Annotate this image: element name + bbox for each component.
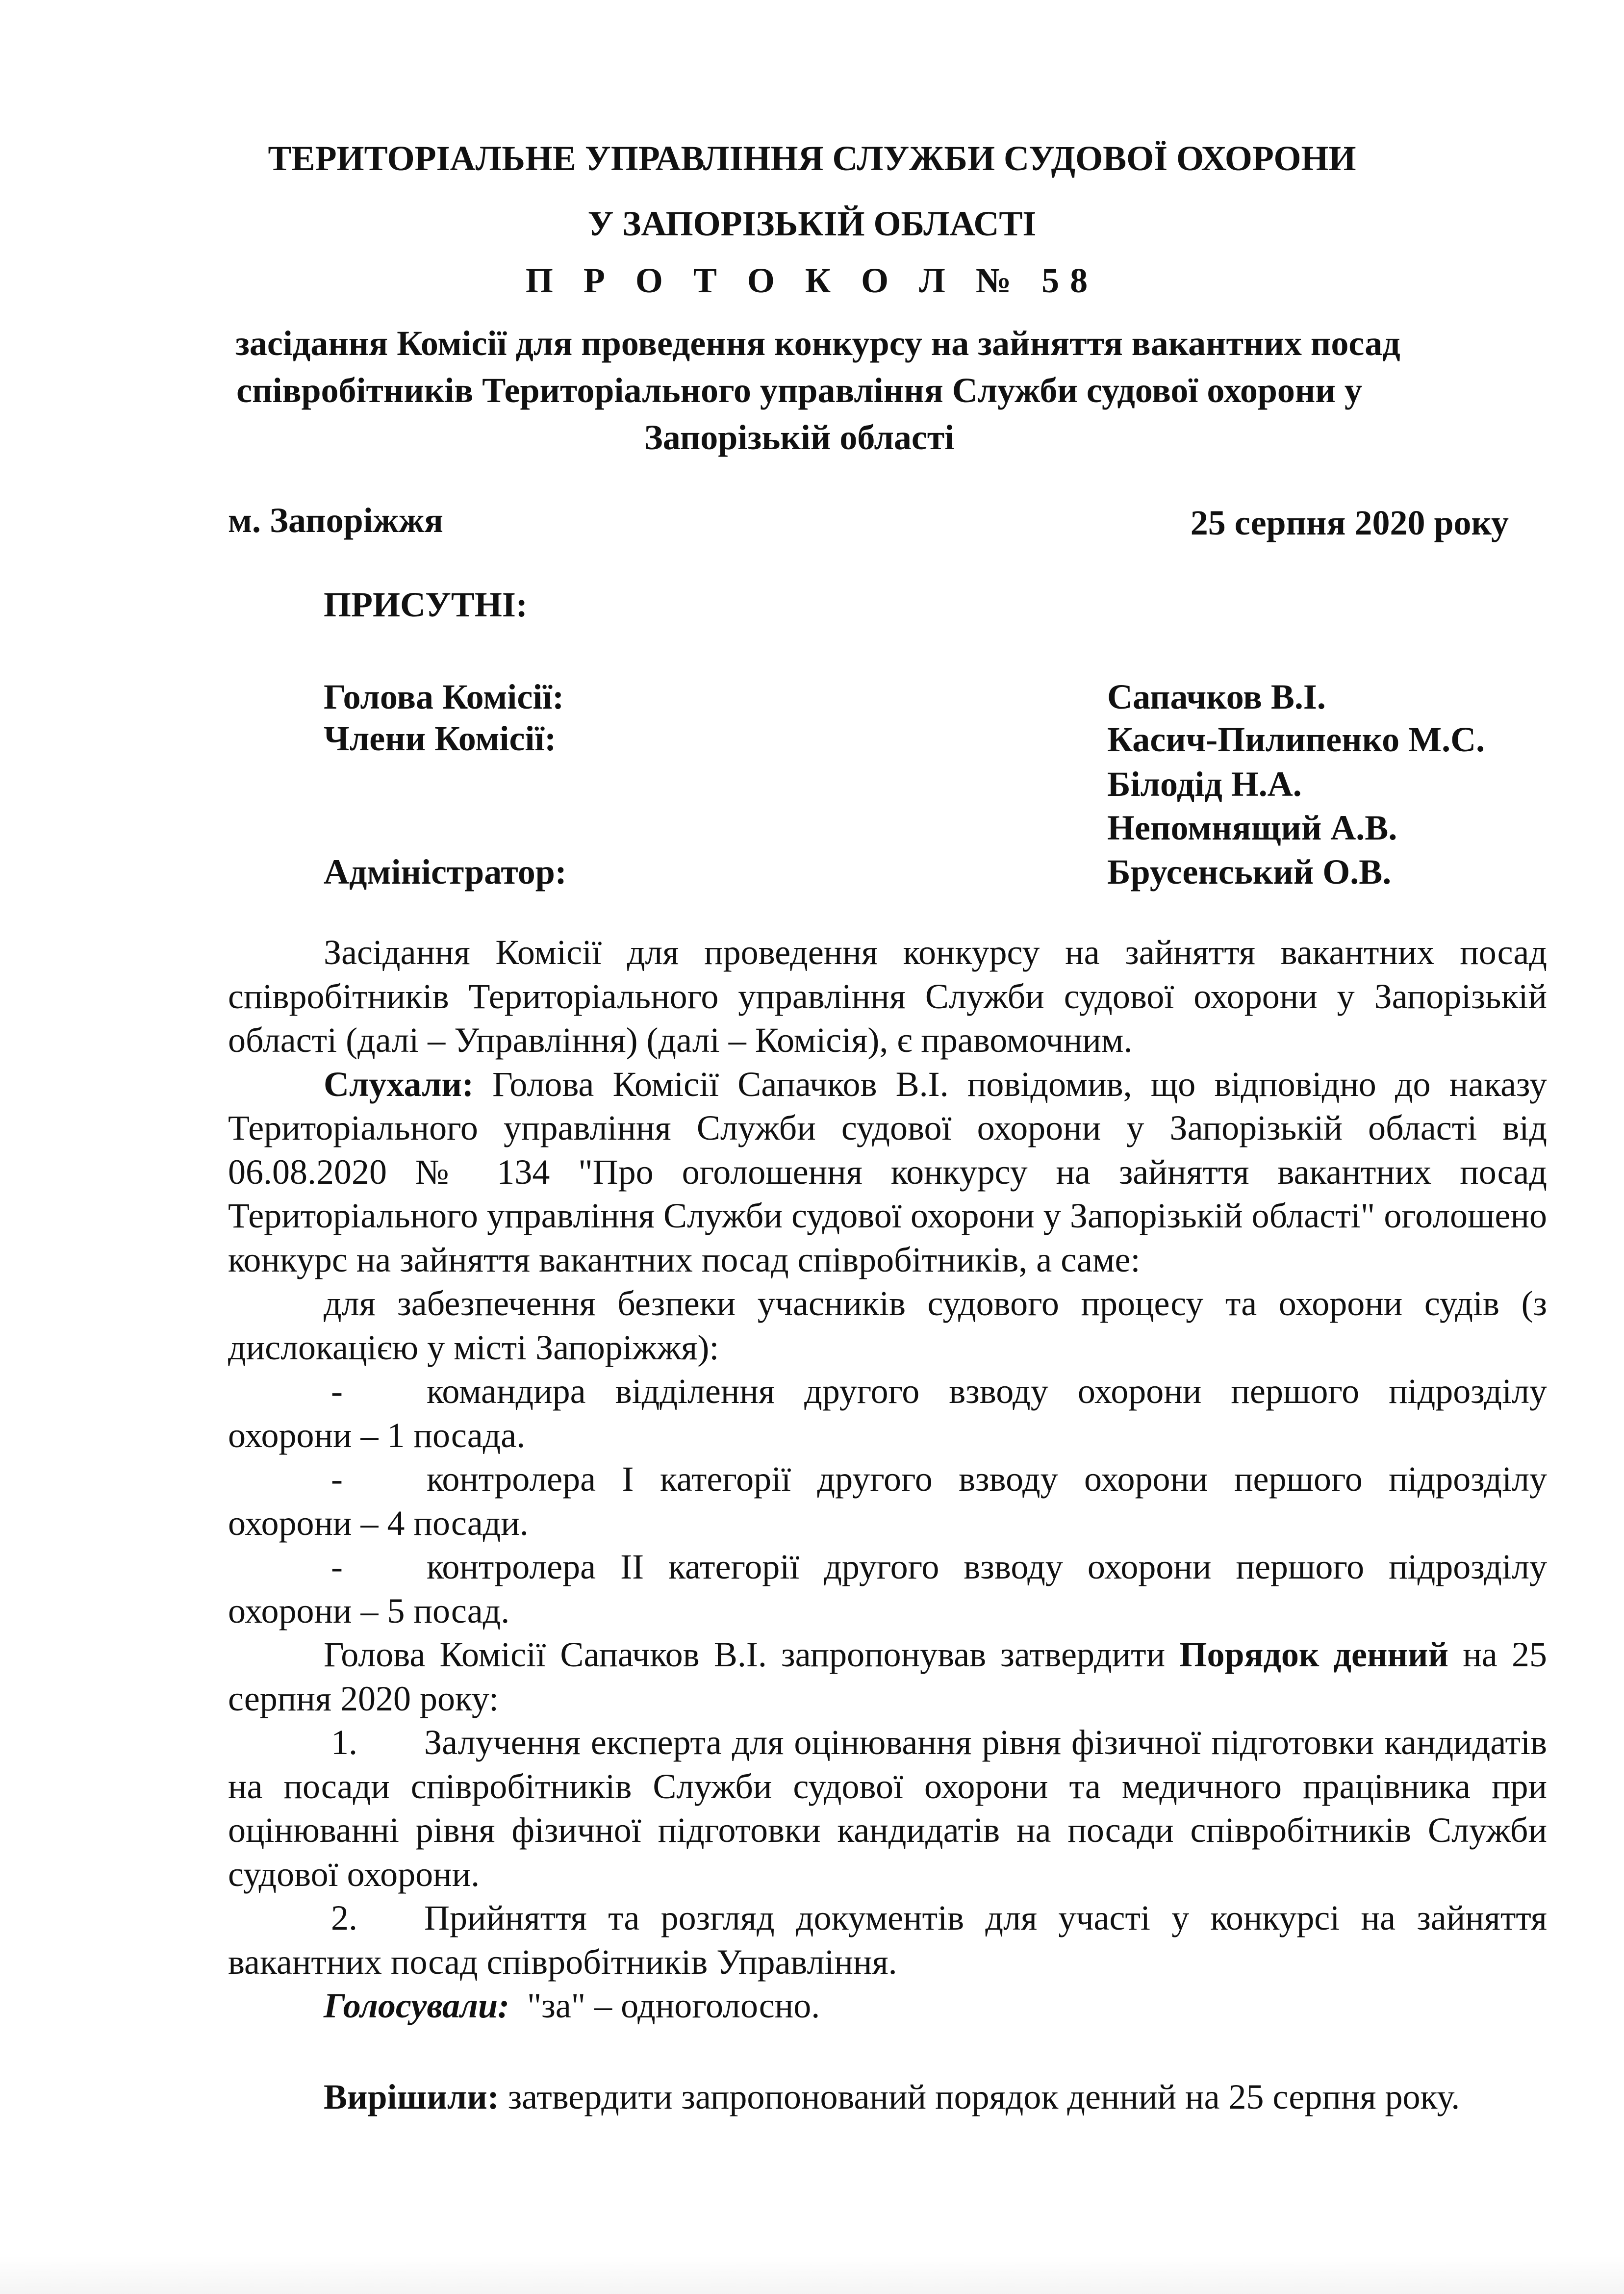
- protocol-subtitle: [235, 320, 1400, 461]
- position-item: [228, 1545, 1547, 1633]
- admin-label: Адміністратор:: [324, 852, 567, 892]
- paragraph-vote: [228, 1984, 1547, 2028]
- agenda-number: 1.: [331, 1723, 357, 1762]
- chair-label: Голова Комісії:: [324, 677, 564, 716]
- decision-text: затвердити запропонований порядок денний на 25 серпня року.: [499, 2077, 1460, 2116]
- vote-text: "за" – одноголосно.: [509, 1986, 820, 2025]
- agenda-number: 2.: [331, 1898, 357, 1937]
- list-dash: -: [331, 1459, 343, 1499]
- decision-label: Вирішили:: [324, 2077, 499, 2116]
- list-dash: -: [331, 1547, 343, 1586]
- paragraph-agenda-proposal: [228, 1633, 1547, 1721]
- agenda-date: на 25 серпня 2020 року:: [228, 1635, 1547, 1718]
- agenda-bold: Порядок денний: [1179, 1635, 1448, 1674]
- protocol-number: П Р О Т О К О Л № 58: [525, 261, 1099, 300]
- scan-edge-shadow: [0, 2256, 1624, 2294]
- list-dash: -: [331, 1372, 343, 1411]
- paragraph-heard: [228, 1063, 1547, 1282]
- paragraph-decision: [228, 2075, 1547, 2119]
- agenda-item: [228, 1721, 1547, 1896]
- paragraph-quorum: Засідання Комісії для проведення конкурсу на зайняття вакантних посад співробітників Територіального управління Служби судової охорони у Запорізькій області (далі – Управління) (далі – Комісія), є правомочним.: [228, 933, 1547, 1060]
- member-name: Непомнящий А.В.: [1107, 808, 1397, 847]
- agenda-proposal-text: Голова Комісії Сапачков В.І. запропонував затвердити: [324, 1635, 1180, 1674]
- position-item: [228, 1370, 1547, 1457]
- subtitle-line2: співробітників Територіального управління Служби судової охорони у: [236, 371, 1362, 410]
- position-text: контролера І категорії другого взводу охорони першого підрозділу охорони – 4 посади.: [228, 1459, 1547, 1543]
- agenda-text: Залучення експерта для оцінювання рівня фізичної підготовки кандидатів на посади співробітників Служби судової охорони та медичного працівника при оцінюванні рівня фізичної підготовки кандидатів на посади співробітників Служби судової охорони.: [228, 1723, 1547, 1894]
- protocol-body: [228, 931, 1547, 2119]
- heard-text: Голова Комісії Сапачков В.І. повідомив, що відповідно до наказу Територіального управління Служби судової охорони у Запорізькій області від 06.08.2020 № 134 "Про оголошення конкурсу на зайняття вакантних посад Територіального управління Служби судової охорони у Запорізькій області" оголошено конкурс на зайняття вакантних посад співробітників, а саме:: [228, 1064, 1547, 1279]
- org-title-line2: У ЗАПОРІЗЬКІЙ ОБЛАСТІ: [587, 204, 1037, 243]
- position-text: контролера ІІ категорії другого взводу охорони першого підрозділу охорони – 5 посад.: [228, 1547, 1547, 1631]
- subtitle-line1: засідання Комісії для проведення конкурсу на зайняття вакантних посад: [235, 324, 1400, 363]
- position-item: [228, 1457, 1547, 1545]
- heard-label: Слухали:: [324, 1064, 474, 1104]
- org-title-line1: ТЕРИТОРІАЛЬНЕ УПРАВЛІННЯ СЛУЖБИ СУДОВОЇ ОХОРОНИ: [268, 139, 1356, 178]
- agenda-text: Прийняття та розгляд документів для участі у конкурсі на зайняття вакантних посад співробітників Управління.: [228, 1898, 1547, 1982]
- position-text: командира відділення другого взводу охорони першого підрозділу охорони – 1 посада.: [228, 1372, 1547, 1455]
- date-label: 25 серпня 2020 року: [1190, 503, 1509, 542]
- chair-name: Сапачков В.І.: [1107, 677, 1326, 716]
- present-heading: ПРИСУТНІ:: [324, 585, 528, 624]
- admin-name: Брусенський О.В.: [1107, 852, 1392, 892]
- members-label: Члени Комісії:: [324, 719, 557, 758]
- paragraph-location: для забезпечення безпеки учасників судового процесу та охорони судів (з дислокацією у місті Запоріжжя):: [228, 1284, 1547, 1367]
- agenda-item: [228, 1896, 1547, 1984]
- member-name: Білодід Н.А.: [1107, 765, 1302, 804]
- subtitle-line3: Запорізькій області: [644, 418, 955, 457]
- place-label: м. Запоріжжя: [228, 501, 443, 540]
- vote-label: Голосували:: [324, 1986, 509, 2025]
- member-name: Касич-Пилипенко М.С.: [1107, 720, 1485, 759]
